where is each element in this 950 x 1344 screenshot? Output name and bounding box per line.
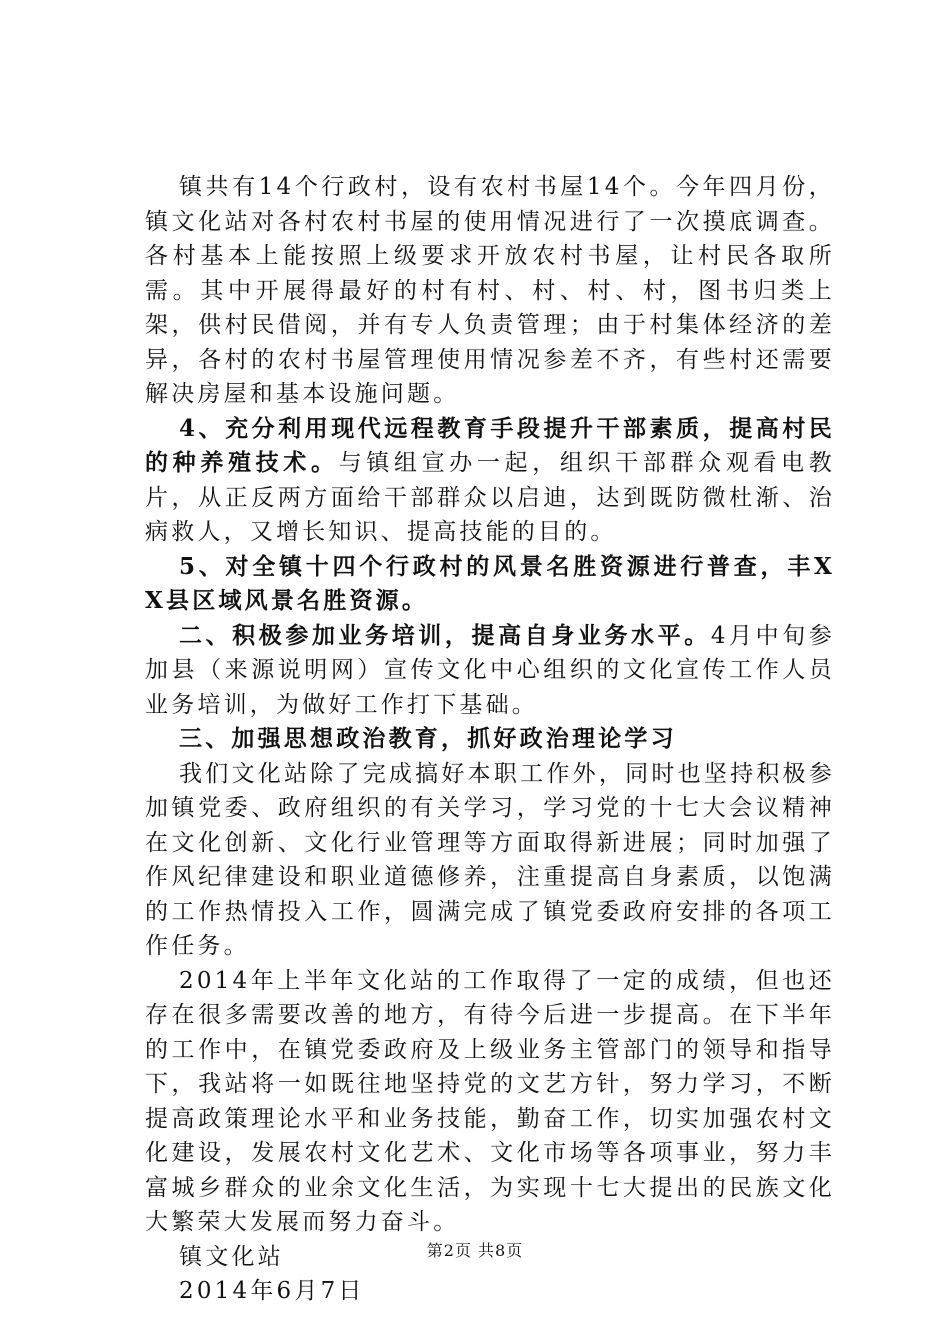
paragraph-political-study: 我们文化站除了完成搞好本职工作外，同时也坚持积极参加镇党委、政府组织的有关学习，学习党的十七大会议精神在文化创新、文化行业管理等方面取得新进展；同时加强了作风纪律建设和职业道德修养，注重提高自身素质，以饱满的工作热情投入工作，圆满完成了镇党委政府安排的各项工作任务。	[145, 760, 835, 959]
paragraph-political-study-heading	[145, 722, 835, 757]
document-body	[145, 170, 835, 1309]
paragraph-scenic-survey	[145, 550, 835, 619]
signature-date: 2014年6月7日	[179, 1278, 365, 1304]
signature: 镇文化站	[179, 1243, 284, 1270]
heading-scenic-survey: 5、对全镇十四个行政村的风景名胜资源进行普查，丰XX县区域风景名胜资源。	[145, 552, 835, 614]
paragraph-summary: 2014年上半年文化站的工作取得了一定的成绩，但也还存在很多需要改善的地方，有待今后进一步提高。在下半年的工作中，在镇党委政府及上级业务主管部门的领导和指导下，我站将一如既往地坚持党的文艺方针，努力学习，不断提高政策理论水平和业务技能，勤奋工作，切实加强农村文化建设，发展农村文化艺术、文化市场等各项事业，努力丰富城乡群众的业余文化生活，为实现十七大提出的民族文化大繁荣大发展而努力奋斗。	[145, 967, 835, 1235]
heading-training: 二、积极参加业务培训，提高自身业务水平。	[179, 621, 711, 649]
page-footer: 第2页 共8页	[426, 1241, 524, 1260]
text-training: 4月中旬参加县（来源说明网）宣传文化中心组织的文化宣传工作人员业务培训，为做好工作打下基础。	[145, 622, 836, 718]
paragraph-rural-bookhouse: 镇共有14个行政村，设有农村书屋14个。今年四月份，镇文化站对各村农村书屋的使用情况进行了一次摸底调查。各村基本上能按照上级要求开放农村书屋，让村民各取所需。其中开展得最好的村有村、村、村、村，图书归类上架，供村民借阅，并有专人负责管理；由于村集体经济的差异，各村的农村书屋管理使用情况参差不齐，有些村还需要解决房屋和基本设施问题。	[145, 174, 835, 407]
heading-remote-education: 4、充分利用现代远程教育手段提升干部素质，提高村民的种养殖技术。	[145, 414, 835, 476]
text-remote-education: 与镇组宣办一起，组织干部群众观看电教片，从正反两方面给干部群众以启迪，达到既防微杜渐、治病救人，又增长知识、提高技能的目的。	[145, 450, 835, 545]
paragraph-remote-education	[145, 412, 835, 550]
paragraph-training	[145, 619, 835, 723]
heading-political-study: 三、加强思想政治教育，抓好政治理论学习	[179, 725, 677, 752]
